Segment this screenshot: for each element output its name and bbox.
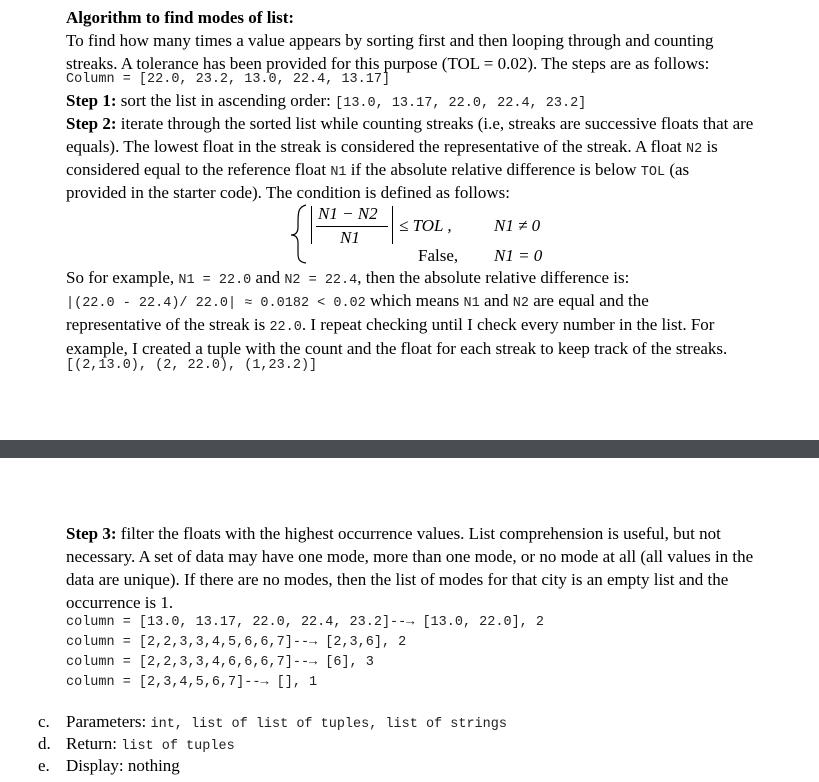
- calc-code-n1: N1: [463, 296, 480, 311]
- step1-text: sort the list in ascending order:: [116, 91, 336, 110]
- step2-label: Step 2:: [66, 114, 117, 133]
- condition-nonzero: N1 ≠ 0: [494, 216, 541, 235]
- step3-text-1: filter the floats with the highest occurrence values. List comprehension is useful, but not: [116, 524, 721, 543]
- rep-code: 22.0: [269, 320, 302, 335]
- abs-bar-right: [392, 206, 393, 244]
- example-code-3: column = [2,2,3,3,4,6,6,6,7]--→ [6], 3: [66, 655, 374, 670]
- code-tol: TOL: [640, 165, 666, 180]
- section-title: Algorithm to find modes of list:: [66, 8, 295, 27]
- display-label: Display: nothing: [66, 756, 180, 775]
- fraction-denominator: N1: [340, 228, 360, 247]
- calc-line: [66, 289, 649, 315]
- rep-text-b: . I repeat checking until I check every number in the list. For: [301, 315, 715, 334]
- step2-text-3b: if the absolute relative difference is below: [346, 160, 641, 179]
- step2-text-2-end: is: [702, 137, 718, 156]
- calc-text-b: and: [479, 291, 513, 310]
- step2-line-1: [66, 112, 753, 135]
- step3-line-4: occurrence is 1.: [66, 593, 174, 612]
- step2-text-3a: considered equal to the reference float: [66, 160, 331, 179]
- intro-line-1: To find how many times a value appears by sorting first and then looping through and counting: [66, 31, 714, 50]
- list-marker-d: d.: [38, 734, 51, 753]
- example-code-n2: N2 = 22.4: [284, 273, 358, 288]
- step2-text-2: equals). The lowest float in the streak is considered the representative of the streak. A float: [66, 137, 686, 156]
- example-code-4: column = [2,3,4,5,6,7]--→ [], 1: [66, 675, 318, 690]
- fraction-bar: [316, 226, 388, 227]
- code-n1: N1: [330, 165, 347, 180]
- list-marker-c: c.: [38, 712, 50, 731]
- relation-tol: ≤ TOL ,: [399, 216, 452, 235]
- column-example: Column = [22.0, 23.2, 13.0, 22.4, 13.17]: [66, 72, 391, 87]
- abs-bar-left: [311, 206, 312, 244]
- calc-code-n2: N2: [512, 296, 529, 311]
- code-n2: N2: [686, 142, 703, 157]
- example-code-n1: N1 = 22.0: [178, 273, 252, 288]
- display-line: [66, 754, 180, 780]
- example-code-1: column = [13.0, 13.17, 22.0, 22.4, 23.2]--→ [13.0, 22.0], 2: [66, 615, 544, 630]
- step3-label: Step 3:: [66, 524, 117, 543]
- tuple-intro-line: example, I created a tuple with the count and the float for each streak to keep track of the streaks.: [66, 339, 728, 358]
- example-text-c: , then the absolute relative difference is:: [357, 268, 630, 287]
- step3-line-2: necessary. A set of data may have one mode, more than one mode, or no mode at all (all values in the: [66, 547, 754, 566]
- tuple-code-line: [(2,13.0), (2, 22.0), (1,23.2)]: [66, 358, 318, 373]
- step1-label: Step 1:: [66, 91, 117, 110]
- list-marker-e: e.: [38, 756, 50, 775]
- parameters-label: Parameters:: [66, 712, 151, 731]
- step3-line-1: [66, 522, 721, 545]
- return-code: list of tuples: [121, 739, 235, 754]
- step2-text-3c: (as: [665, 160, 690, 179]
- intro-line-2: streaks. A tolerance has been provided for this purpose (TOL = 0.02). The steps are as follows:: [66, 54, 710, 73]
- calc-text-c: are equal and the: [528, 291, 649, 310]
- left-brace-icon: [288, 203, 310, 265]
- example-code-2: column = [2,2,3,3,4,5,6,6,7]--→ [2,3,6], 2: [66, 635, 407, 650]
- condition-zero: N1 = 0: [494, 246, 543, 265]
- document-page-2: [0, 458, 819, 782]
- rep-text-a: representative of the streak is: [66, 315, 270, 334]
- representative-line: [66, 313, 714, 339]
- calc-text-a: which means: [365, 291, 464, 310]
- calc-code: |(22.0 - 22.4)/ 22.0| ≈ 0.0182 < 0.02: [66, 296, 366, 311]
- step1-code: [13.0, 13.17, 22.0, 22.4, 23.2]: [335, 96, 587, 111]
- fraction-numerator: N1 − N2: [318, 204, 378, 223]
- step3-line-3: data are unique). If there are no modes, then the list of modes for that city is an empty list and the: [66, 570, 729, 589]
- return-label: Return:: [66, 734, 122, 753]
- step2-line-4: provided in the starter code). The condition is defined as follows:: [66, 183, 510, 202]
- example-text-b: and: [251, 268, 285, 287]
- parameters-code: int, list of list of tuples, list of strings: [150, 717, 507, 732]
- step2-text-1: iterate through the sorted list while counting streaks (i.e, streaks are successive floats that are: [116, 114, 754, 133]
- page-divider: [0, 440, 819, 458]
- example-text-a: So for example,: [66, 268, 179, 287]
- false-label: False,: [418, 246, 459, 265]
